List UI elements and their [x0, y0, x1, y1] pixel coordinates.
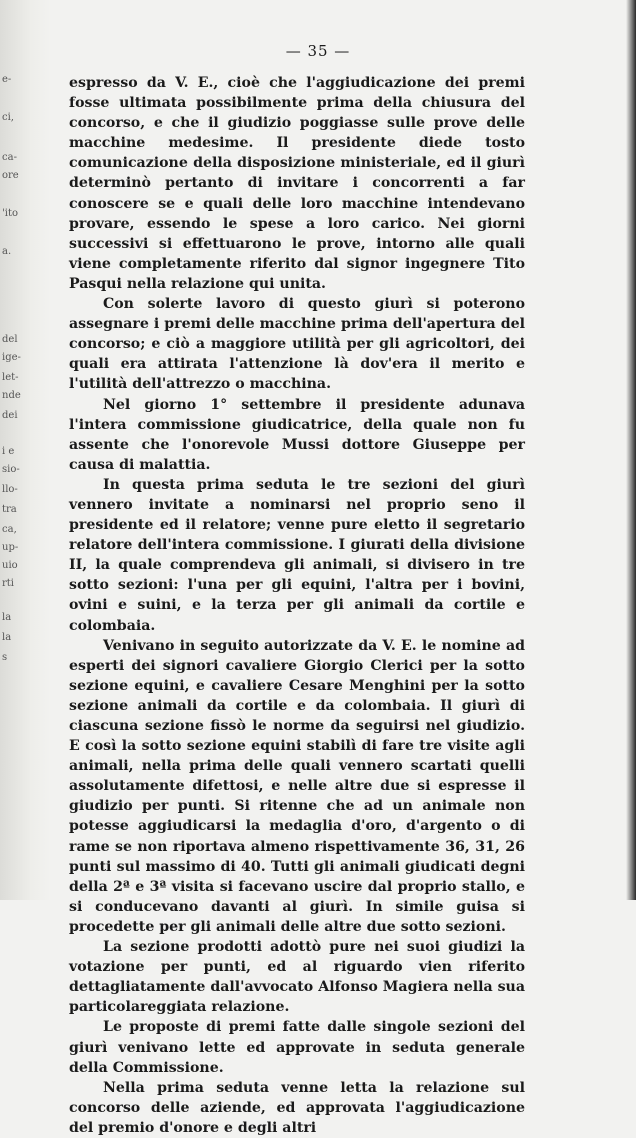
- bleed-fragment: let-: [2, 372, 19, 383]
- bleed-fragment: i e: [2, 446, 15, 457]
- bleed-fragment: s: [2, 652, 8, 663]
- bleed-fragment: nde: [2, 390, 21, 401]
- paragraph: Le proposte di premi fatte dalle singole sezioni del giurì venivano lette ed approvate in seduta generale della Commissione.: [69, 1019, 525, 1076]
- bleed-fragment: llo-: [2, 484, 18, 495]
- bleed-fragment: ci,: [2, 112, 14, 123]
- bleed-fragment: rti: [2, 578, 14, 589]
- bleed-fragment: a.: [2, 246, 12, 257]
- bleed-fragment: ca,: [2, 524, 17, 535]
- paragraph: Nella prima seduta venne letta la relazione sul concorso delle aziende, ed approvata l'aggiudicazione del premio d'onore e degli altri: [69, 1079, 525, 1136]
- bleed-fragment: del: [2, 334, 18, 345]
- bleed-fragment: 'ito: [2, 208, 18, 219]
- bleed-fragment: up-: [2, 542, 19, 553]
- bleed-fragment: tra: [2, 504, 17, 515]
- paragraph: Nel giorno 1° settembre il presidente adunava l'intera commissione giudicatrice, della quale non fu assente che l'onorevole Mussi dottore Giuseppe per causa di malattia.: [69, 396, 525, 473]
- adjacent-page-bleed: [0, 0, 30, 900]
- paragraph: In questa prima seduta le tre sezioni del giurì vennero invitate a nominarsi nel proprio seno il presidente ed il relatore; venne pure eletto il segretario relatore dell'intera commissione. I giurati della divisione II, la quale comprendeva gli animali, si divisero in tre sotto sezioni: l'una per gli equini, l'altra per i bovini, ovini e suini, e la terza per gli animali da cortile e colombaia.: [69, 476, 525, 634]
- bleed-fragment: e-: [2, 74, 12, 85]
- paragraph: Venivano in seguito autorizzate da V. E. le nomine ad esperti dei signori cavaliere Giorgio Clerici per la sotto sezione equini, e cavaliere Cesare Menghini per la sotto sezione animali da cortile e da colombaia. Il giurì di ciascuna sezione fissò le norme da seguirsi nel giudizio. E così la sotto sezione equini stabilì di fare tre visite agli animali, nella prima delle quali vennero scartati quelli assolutamente difettosi, e nelle altre due si espresse il giudizio per punti. Si ritenne che ad un animale non potesse aggiudicarsi la medaglia d'oro, d'argento o di rame se non riportava almeno rispettivamente 36, 31, 26 punti sul massimo di 40. Tutti gli animali giudicati degni della 2ª e 3ª visita si facevano uscire dal proprio stallo, e si conducevano davanti al giurì. In simile guisa si procedette per gli animali delle altre due sotto sezioni.: [69, 637, 525, 935]
- paragraph: La sezione prodotti adottò pure nei suoi giudizi la votazione per punti, ed al riguardo vien riferito dettagliatamente dall'avvocato Alfonso Magiera nella sua particolareggiata relazione.: [69, 939, 525, 1016]
- bleed-fragment: ige-: [2, 352, 21, 363]
- paragraph: Con solerte lavoro di questo giurì si poterono assegnare i premi delle macchine prima dell'apertura del concorso; e ciò a maggiore utilità per gli agricoltori, dei quali era attirata l'attenzione là dov'era il merito e l'utilità dell'attrezzo o macchina.: [69, 296, 525, 393]
- bleed-fragment: la: [2, 632, 12, 643]
- bleed-fragment: sio-: [2, 464, 20, 475]
- page-number: — 35 —: [285, 42, 351, 60]
- bleed-fragment: ca-: [2, 152, 17, 163]
- paragraph: espresso da V. E., cioè che l'aggiudicazione dei premi fosse ultimata possibilmente prima della chiusura del concorso, e che il giudizio poggiasse sulle prove delle macchine medesime. Il presidente diede tosto comunicazione della disposizione ministeriale, ed il giurì determinò pertanto di invitare i concorrenti a far conoscere se e quali delle loro macchine intendevano provare, essendo le spese a loro carico. Nei giorni successivi si effettuarono le prove, intorno alle quali viene completamente riferito dal signor ingegnere Tito Pasqui nella relazione qui unita.: [69, 75, 525, 292]
- scan-right-edge: [626, 0, 636, 900]
- bleed-fragment: ore: [2, 170, 19, 181]
- body-text: [69, 73, 525, 1138]
- bleed-fragment: dei: [2, 410, 18, 421]
- bleed-fragment: la: [2, 612, 12, 623]
- bleed-fragment: uio: [2, 560, 18, 571]
